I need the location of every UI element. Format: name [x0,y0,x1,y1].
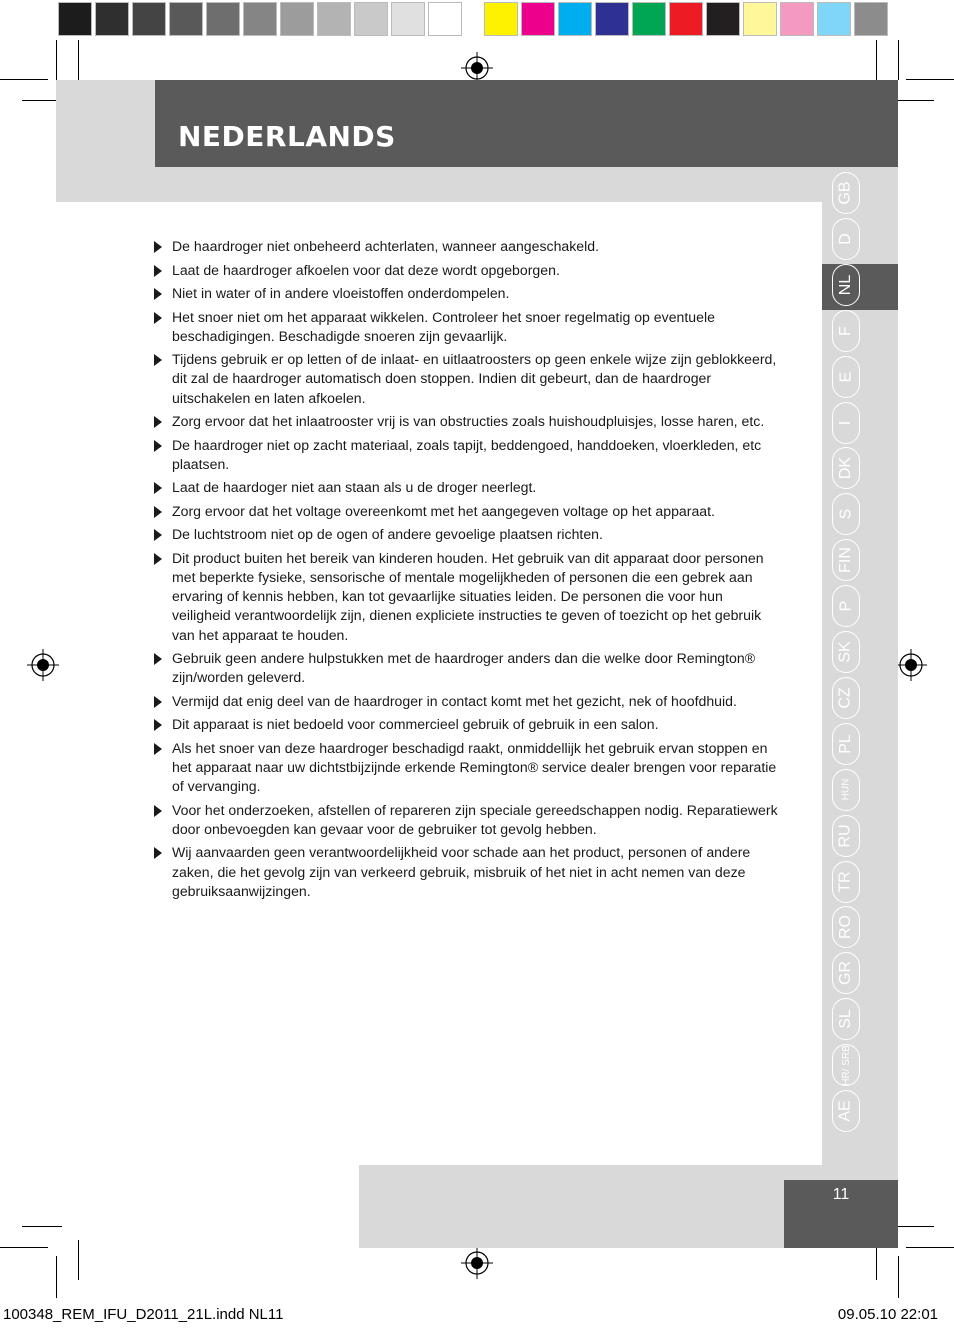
list-item-text: Vermijd dat enig deel van de haardroger in contact komt met het gezicht, nek of hoofdhuid. [172,692,737,709]
color-swatch [743,2,777,36]
triangle-bullet-icon [154,805,162,817]
gray-swatch [132,2,166,36]
list-item [153,261,778,280]
list-item [153,237,778,256]
gray-swatch [280,2,314,36]
list-item-text: Gebruik geen andere hulpstukken met de haardroger anders dan die welke door Remington® zijn/worden geleverd. [172,650,756,686]
triangle-bullet-icon [154,529,162,541]
list-item [153,549,778,645]
list-item-text: De haardroger niet op zacht materiaal, zoals tapijt, beddengoed, handdoeken, vloerkleden, etc plaatsen. [172,436,762,472]
language-tab-ru[interactable] [832,815,860,857]
list-item [153,692,778,711]
language-tab-label: PL [836,734,854,754]
print-slug-filename: 100348_REM_IFU_D2011_21L.indd NL11 [3,1306,284,1323]
color-swatch [521,2,555,36]
color-swatch [669,2,703,36]
language-tab-sl[interactable] [832,998,860,1040]
crop-mark [0,79,48,80]
list-item-text: Zorg ervoor dat het voltage overeenkomt met het aangegeven voltage op het apparaat. [172,502,715,519]
language-tab-label: NL [836,274,854,296]
language-tab-label: DK [836,457,854,480]
language-tab-e[interactable] [832,356,860,398]
crop-mark [906,1247,954,1248]
color-swatch [854,2,888,36]
language-tab-ae[interactable] [832,1090,860,1132]
language-tab-label: E [836,371,854,382]
language-tab-nl[interactable] [832,264,860,306]
color-swatch [632,2,666,36]
triangle-bullet-icon [154,288,162,300]
gray-swatch [428,2,462,36]
list-item [153,478,778,497]
gray-swatch [317,2,351,36]
list-item-text: Zorg ervoor dat het inlaatrooster vrij is van obstructies zoals huishoudpluisjes, losse haren, etc. [172,413,765,430]
language-tab-f[interactable] [832,310,860,352]
language-tab-gr[interactable] [832,952,860,994]
language-tab-label: CZ [836,687,854,709]
color-swatch [706,2,740,36]
language-tab-pl[interactable] [832,723,860,765]
crop-mark [894,1226,934,1227]
triangle-bullet-icon [154,482,162,494]
list-item-text: Laat de haardroger afkoelen voor dat deze wordt opgeborgen. [172,261,560,278]
list-item-text: Dit apparaat is niet bedoeld voor commercieel gebruik of gebruik in een salon. [172,716,659,733]
list-item-text: Voor het onderzoeken, afstellen of repareren zijn speciale gereedschappen nodig. Reparatiewerk door onbevoegden kan gevaar voor de gebruiker tot gevolg hebben. [172,801,778,837]
language-tab-hrsrb[interactable] [832,1044,860,1086]
list-item-text: Tijdens gebruik er op letten of de inlaat- en uitlaatroosters op geen enkele wijze zijn geblokkeerd, dit zal de haardroger automatisch doen stoppen. Indien dit gebeurt, dan de haardroger uitschakelen en laten afkoelen. [172,351,777,406]
language-tab-p[interactable] [832,585,860,627]
language-tab-s[interactable] [832,493,860,535]
registration-mark-icon [895,649,927,681]
list-item [153,350,778,408]
list-item [153,284,778,303]
list-item [153,308,778,346]
language-tab-label: GR [837,961,854,986]
triangle-bullet-icon [154,241,162,253]
triangle-bullet-icon [154,312,162,324]
language-tab-label: HUN [840,778,852,801]
gray-swatch [58,2,92,36]
language-tab-label: FIN [837,547,854,574]
page-number: 11 [832,1186,850,1203]
list-item-text: De luchtstroom niet op de ogen of andere gevoelige plaatsen richten. [172,526,603,543]
language-tab-label: D [837,233,854,245]
language-tab-label: HR/ SRB [840,1044,852,1086]
page-title: NEDERLANDS [178,120,396,153]
triangle-bullet-icon [154,696,162,708]
gray-swatch [95,2,129,36]
gray-swatch [169,2,203,36]
list-item [153,436,778,474]
list-item-text: Het snoer niet om het apparaat wikkelen. Controleer het snoer regelmatig op eventuele beschadigingen. Beschadigde snoeren zijn gevaarlijk. [172,308,715,344]
triangle-bullet-icon [154,553,162,565]
list-item [153,801,778,839]
crop-mark [56,1256,57,1298]
color-swatch [484,2,518,36]
triangle-bullet-icon [154,506,162,518]
triangle-bullet-icon [154,743,162,755]
language-tab-label: F [837,325,854,336]
language-tab-label: SK [837,641,854,663]
triangle-bullet-icon [154,354,162,366]
safety-instructions-list [153,237,778,905]
list-item-text: Wij aanvaarden geen verantwoordelijkheid voor schade aan het product, personen of andere zaken, die het gevolg zijn van verkeerd gebruik, misbruik of het niet in acht nemen van deze gebruiksaanwijzingen. [172,844,751,899]
crop-mark [898,1256,899,1298]
crop-mark [56,40,57,80]
list-item-text: Niet in water of in andere vloeistoffen onderdompelen. [172,285,510,301]
gray-swatch [206,2,240,36]
crop-mark [0,1247,48,1248]
triangle-bullet-icon [154,440,162,452]
print-slug-date: 09.05.10 22:01 [837,1306,938,1323]
language-tab-sk[interactable] [832,631,860,673]
triangle-bullet-icon [154,653,162,665]
language-tab-ro[interactable] [832,906,860,948]
list-item [153,412,778,431]
triangle-bullet-icon [154,719,162,731]
crop-mark [78,1240,79,1280]
list-item [153,739,778,797]
color-calibration-bar [484,0,891,38]
gray-swatch [354,2,388,36]
language-tab-label: P [836,600,854,612]
language-tab-label: TR [836,870,854,893]
list-item-text: Als het snoer van deze haardroger beschadigd raakt, onmiddellijk het gebruik ervan stoppen en het apparaat naar uw dichtstbijzijnde erkende Remington® service dealer brengen voor reparatie of vervanging. [172,739,777,795]
registration-mark-icon [27,649,59,681]
color-swatch [595,2,629,36]
list-item-text: Dit product buiten het bereik van kinderen houden. Het gebruik van dit apparaat door personen met beperkte fysieke, sensorische of mentale mogelijkheden of personen die een gebrek aan ervaring of kennis hebben, kan tot gevaarlijke situaties leiden. De personen die voor hun veiligheid verantwoordelijk zijn, dienen expliciete instructies te geven of toezicht op het gebruik van het apparaat te houden. [172,549,764,643]
language-tab-label: S [836,508,854,520]
language-tab-gb[interactable] [832,172,860,214]
language-tab-dk[interactable] [832,447,860,489]
language-tab-label: AE [837,1100,854,1122]
language-tab-fin[interactable] [832,539,860,581]
triangle-bullet-icon [154,847,162,859]
language-tab-d[interactable] [832,218,860,260]
crop-mark [22,1226,62,1227]
registration-mark-icon [461,1247,493,1279]
language-tab-tr[interactable] [832,861,860,903]
color-swatch [817,2,851,36]
color-swatch [558,2,592,36]
color-swatch [780,2,814,36]
list-item [153,715,778,734]
crop-mark [898,40,899,80]
language-tab-label: RO [837,915,854,940]
list-item [153,649,778,687]
language-tab-i[interactable] [832,402,860,444]
crop-mark [906,79,954,80]
list-item [153,525,778,544]
grayscale-calibration-bar [58,0,465,38]
language-tab-label: SL [836,1009,854,1029]
language-tab-label: GB [837,181,854,205]
list-item [153,843,778,901]
crop-mark [894,100,934,101]
language-tab-label: I [836,420,854,425]
language-tab-hun[interactable] [832,769,860,811]
list-item-text: De haardroger niet onbeheerd achterlaten, wanneer aangeschakeld. [172,238,600,254]
gray-swatch [243,2,277,36]
gray-swatch [391,2,425,36]
triangle-bullet-icon [154,265,162,277]
list-item-text: Laat de haardoger niet aan staan als u de droger neerlegt. [172,479,537,496]
language-tab-label: RU [836,824,854,848]
language-tab-cz[interactable] [832,677,860,719]
triangle-bullet-icon [154,416,162,428]
list-item [153,502,778,521]
